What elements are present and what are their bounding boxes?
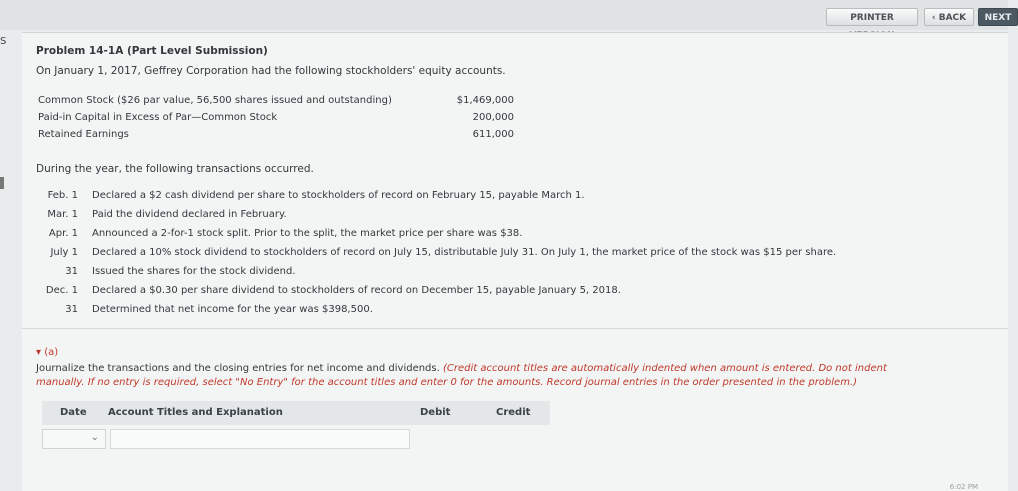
equity-value: 200,000	[472, 112, 514, 123]
transaction-date: Mar. 1	[47, 209, 78, 220]
account-title-input[interactable]	[110, 429, 410, 449]
transaction-description: Issued the shares for the stock dividend.	[92, 266, 296, 277]
transaction-description: Announced a 2-for-1 stock split. Prior to the split, the market price per share was $38.	[92, 228, 523, 239]
transaction-description: Paid the dividend declared in February.	[92, 209, 287, 220]
instruction-note-continued: manually. If no entry is required, select "No Entry" for the account titles and enter 0 for the amounts. Record journal entries in the order presented in the problem.)	[36, 377, 858, 388]
transaction-date: 31	[65, 266, 78, 277]
part-a-instructions	[36, 363, 887, 374]
problem-panel	[22, 32, 1008, 491]
transaction-date: Dec. 1	[45, 285, 78, 296]
instruction-text: Journalize the transactions and the closing entries for net income and dividends.	[36, 363, 443, 374]
transaction-description: Declared a 10% stock dividend to stockholders of record on July 15, distributable July 31. On July 1, the market price of the stock was $15 per share.	[92, 247, 837, 258]
equity-label: Retained Earnings	[38, 129, 129, 140]
section-divider	[22, 328, 1008, 329]
transaction-description: Determined that net income for the year was $398,500.	[92, 304, 373, 315]
transactions-intro: During the year, the following transactions occurred.	[36, 163, 314, 175]
transaction-description: Declared a $2 cash dividend per share to stockholders of record on February 15, payable March 1.	[92, 190, 585, 201]
journal-table-header	[42, 401, 550, 425]
top-toolbar	[0, 0, 1012, 30]
problem-intro: On January 1, 2017, Geffrey Corporation had the following stockholders' equity accounts.	[36, 65, 506, 77]
equity-value: $1,469,000	[456, 95, 514, 106]
equity-value: 611,000	[472, 129, 514, 140]
transaction-date: July 1	[50, 247, 78, 258]
part-a-toggle[interactable]: ▾ (a)	[36, 347, 59, 358]
instruction-note: (Credit account titles are automatically indented when amount is entered. Do not indent	[442, 363, 887, 374]
clock-time: 6:02 PM	[949, 483, 978, 491]
sidebar-marker	[0, 177, 4, 189]
transaction-date: 31	[65, 304, 78, 315]
next-button[interactable]: NEXT	[978, 8, 1018, 26]
column-date: Date	[60, 407, 87, 418]
equity-label: Common Stock ($26 par value, 56,500 shares issued and outstanding)	[38, 95, 392, 106]
sidebar-letter: S	[0, 36, 7, 47]
transaction-description: Declared a $0.30 per share dividend to stockholders of record on December 15, payable January 5, 2018.	[92, 285, 621, 296]
date-select[interactable]	[42, 429, 106, 449]
transaction-date: Feb. 1	[47, 190, 78, 201]
transaction-date: Apr. 1	[48, 228, 78, 239]
equity-label: Paid-in Capital in Excess of Par—Common Stock	[38, 112, 278, 123]
printer-version-button[interactable]: PRINTER	[826, 8, 918, 26]
column-account: Account Titles and Explanation	[108, 407, 283, 418]
back-button[interactable]: ‹ BACK	[924, 8, 974, 26]
chevron-down-icon: ⌄	[90, 432, 99, 443]
problem-title: Problem 14-1A (Part Level Submission)	[36, 45, 268, 57]
column-credit: Credit	[496, 407, 531, 418]
column-debit: Debit	[420, 407, 451, 418]
